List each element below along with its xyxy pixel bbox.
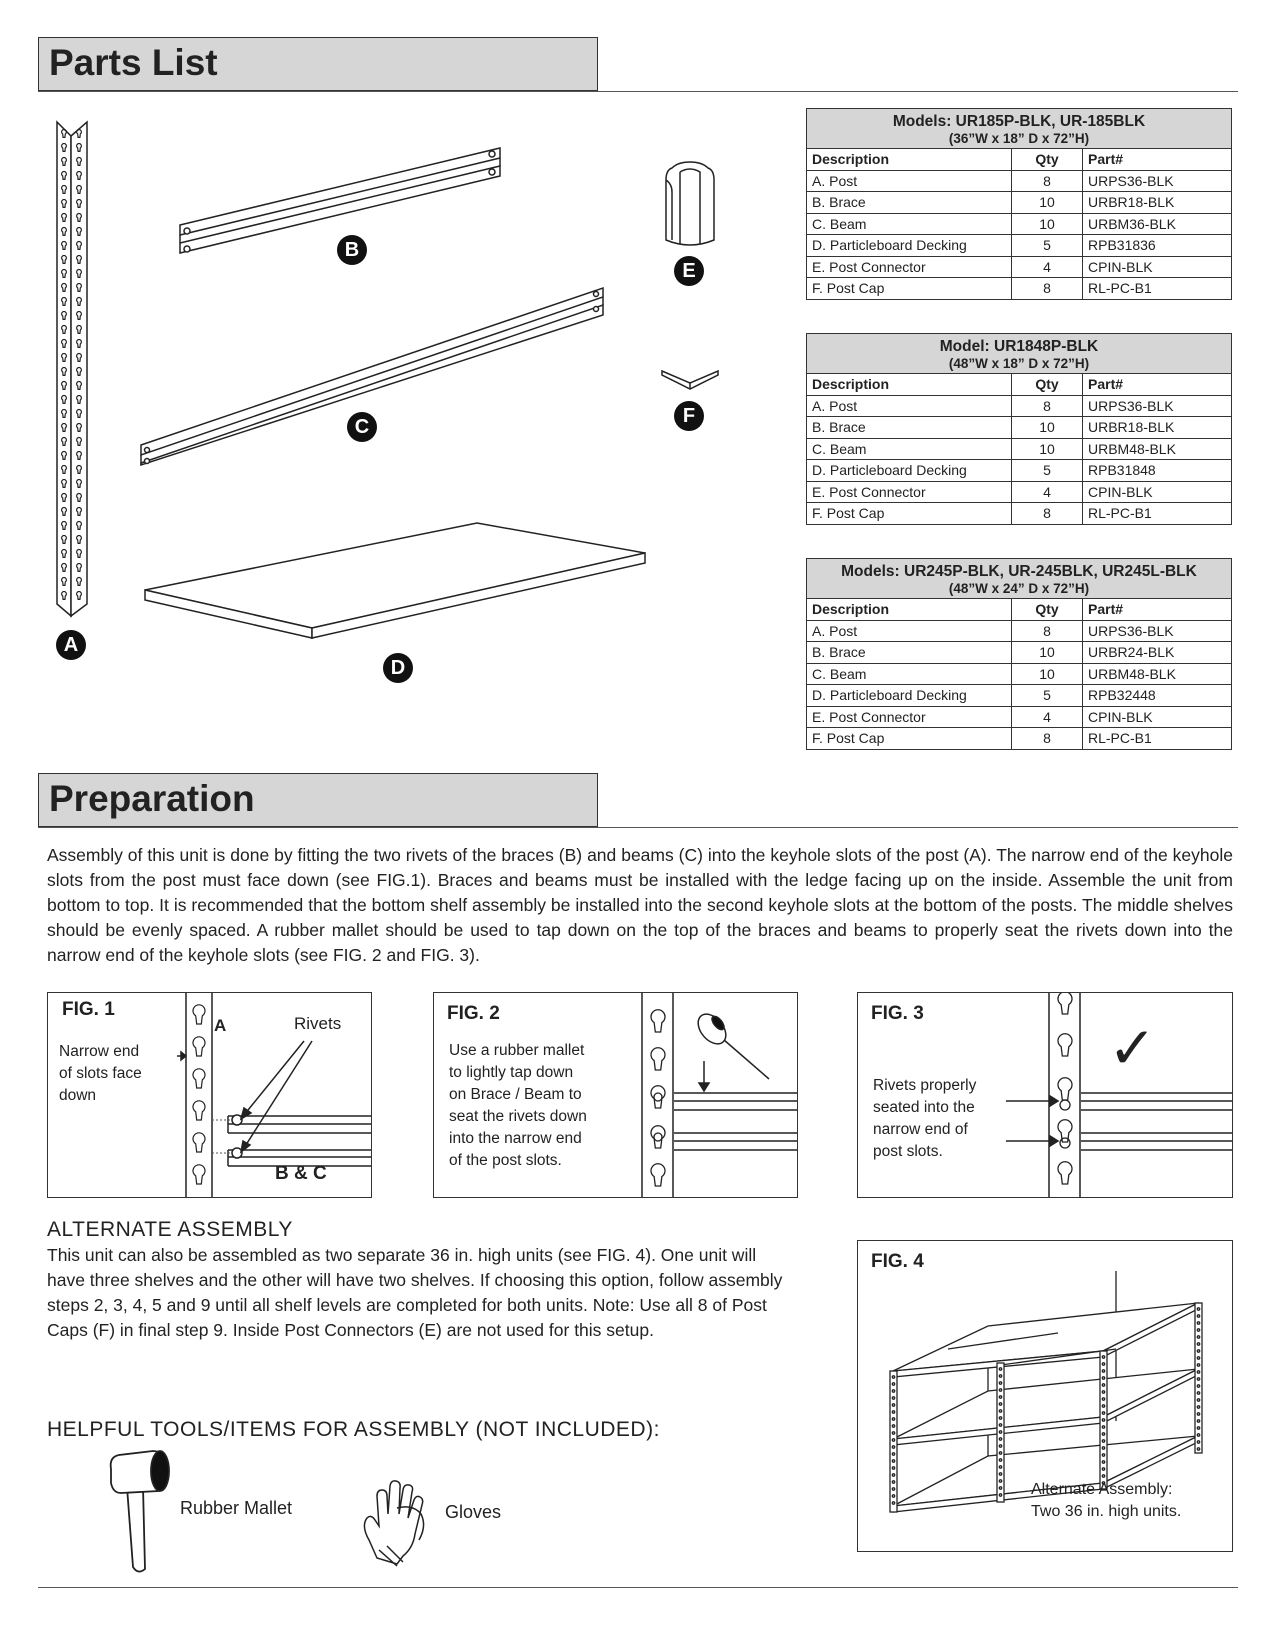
- post-slot: [1102, 1433, 1104, 1435]
- table-row: [807, 170, 1231, 192]
- rivet: [654, 1133, 662, 1141]
- table-dimensions: (48”W x 18” D x 72”H): [948, 356, 1090, 371]
- cell-qty: 10: [1012, 438, 1083, 460]
- fig-4-label: FIG. 4: [871, 1251, 924, 1272]
- post-slot: [1197, 1448, 1199, 1450]
- fig-2-text-line: to lightly tap down: [449, 1064, 574, 1081]
- cell-part: URBR24-BLK: [1083, 642, 1232, 664]
- post-connector-illustration: [660, 160, 720, 250]
- fig-3-drawing: [858, 993, 1233, 1198]
- post-slot: [892, 1474, 894, 1476]
- keyhole-slot: [193, 1101, 205, 1120]
- post-slot: [1197, 1427, 1199, 1429]
- cell-part: RPB31836: [1083, 235, 1232, 257]
- col-part: Part#: [1083, 374, 1232, 395]
- post-slot: [1102, 1405, 1104, 1407]
- fig-3-text-line: narrow end of: [873, 1121, 968, 1138]
- fig-3: [857, 992, 1233, 1198]
- alternate-title: ALTERNATE ASSEMBLY: [47, 1218, 293, 1241]
- post-slot: [892, 1495, 894, 1497]
- cell-part: RL-PC-B1: [1083, 278, 1232, 299]
- col-description: Description: [812, 601, 890, 618]
- post-slot: [999, 1382, 1001, 1384]
- fig-1-text-line: down: [59, 1087, 97, 1104]
- col-part: Part#: [1083, 599, 1232, 620]
- post-slot: [1102, 1412, 1104, 1414]
- cell-description: F. Post Cap: [807, 728, 1012, 749]
- col-description: Description: [812, 376, 890, 393]
- parts-table-2: [806, 333, 1232, 525]
- cell-part: URBR18-BLK: [1083, 417, 1232, 439]
- post-slot: [999, 1368, 1001, 1370]
- cell-part: URBM48-BLK: [1083, 438, 1232, 460]
- keyhole-slot: [651, 1164, 665, 1186]
- parts-table-2-header: [807, 334, 1231, 374]
- cell-description: F. Post Cap: [807, 278, 1012, 299]
- cell-part: URPS36-BLK: [1083, 170, 1232, 192]
- cell-description: E. Post Connector: [807, 706, 1012, 728]
- cell-description: E. Post Connector: [807, 481, 1012, 503]
- post-slot: [892, 1446, 894, 1448]
- fig-1-text-line: Narrow end: [59, 1043, 140, 1060]
- cell-qty: 5: [1012, 235, 1083, 257]
- cell-part: URPS36-BLK: [1083, 620, 1232, 642]
- post-slot: [1102, 1384, 1104, 1386]
- post-slot: [1197, 1308, 1199, 1310]
- post-slot: [999, 1424, 1001, 1426]
- fig-1: [47, 992, 372, 1198]
- table-row: [807, 395, 1231, 417]
- cell-part: CPIN-BLK: [1083, 481, 1232, 503]
- post-slot: [1102, 1377, 1104, 1379]
- part-label-f: F: [674, 401, 704, 431]
- checkmark-icon: ✓: [1108, 1016, 1157, 1081]
- table-row: [807, 213, 1231, 235]
- preparation-body: Assembly of this unit is done by fitting the two rivets of the braces (B) and beams (C) into the keyhole slots of the post (A). The narrow end of the keyhole slots from the post must face down (see FIG.1). Braces and beams must be installed with the ledge facing up on the inside. Assemble the unit from bottom to top. It is recommended that the bottom shelf assembly be installed into the second keyhole slots at the bottom of the posts. The middle shelves should be evenly spaced. A rubber mallet should be used to tap down on the top of the braces and beams to properly seat the rivets down into the narrow end of the keyhole slots (see FIG. 2 and FIG. 3).: [47, 845, 1233, 965]
- cell-qty: 5: [1012, 460, 1083, 482]
- table-row: [807, 417, 1231, 439]
- post-slot: [1102, 1475, 1104, 1477]
- post-slot: [1197, 1420, 1199, 1422]
- tool-label-gloves: Gloves: [445, 1502, 502, 1522]
- post-slot: [892, 1453, 894, 1455]
- table-row: [807, 278, 1231, 299]
- table-row: [807, 235, 1231, 257]
- post-slot: [1102, 1426, 1104, 1428]
- table-row: [807, 192, 1231, 214]
- cell-description: C. Beam: [807, 663, 1012, 685]
- post-slot: [1197, 1322, 1199, 1324]
- fig-2: [433, 992, 798, 1198]
- post-slot: [999, 1389, 1001, 1391]
- post-slot: [1102, 1370, 1104, 1372]
- fig-1-rivets-label: Rivets: [294, 1014, 342, 1033]
- keyhole-slot: [651, 1086, 665, 1108]
- cell-description: F. Post Cap: [807, 503, 1012, 524]
- cell-qty: 10: [1012, 213, 1083, 235]
- rivet: [654, 1093, 662, 1101]
- preparation-rule: [38, 827, 1238, 828]
- parts-table-2-body: [807, 374, 1231, 524]
- post-slot: [1197, 1441, 1199, 1443]
- mallet-drawing: [693, 1009, 769, 1091]
- post-slot: [892, 1502, 894, 1504]
- post-slot: [892, 1383, 894, 1385]
- cell-description: D. Particleboard Decking: [807, 685, 1012, 707]
- post-slot: [1197, 1329, 1199, 1331]
- beam-illustration: [138, 285, 608, 465]
- post-slot: [1197, 1336, 1199, 1338]
- fig-1-label: FIG. 1: [62, 999, 115, 1020]
- post-slot: [1102, 1391, 1104, 1393]
- post-slot: [892, 1397, 894, 1399]
- decking-illustration: [140, 518, 650, 658]
- cell-description: C. Beam: [807, 213, 1012, 235]
- post-cap-illustration: [660, 365, 720, 395]
- tool-label-mallet: Rubber Mallet: [180, 1498, 293, 1518]
- fig-2-drawing: [434, 993, 798, 1198]
- post-slot: [1197, 1413, 1199, 1415]
- keyhole-slot: [193, 1133, 205, 1152]
- cell-qty: 10: [1012, 663, 1083, 685]
- post-slot: [999, 1487, 1001, 1489]
- parts-list-title: Parts List: [49, 42, 218, 83]
- cell-qty: 10: [1012, 642, 1083, 664]
- fig-1-text-line: of slots face: [59, 1065, 142, 1082]
- fig-4-caption-line: Alternate Assembly:: [1031, 1481, 1173, 1498]
- tools-title: HELPFUL TOOLS/ITEMS FOR ASSEMBLY (NOT INCLUDED):: [47, 1418, 660, 1441]
- post-slot: [892, 1467, 894, 1469]
- fig-2-text-line: into the narrow end: [449, 1130, 582, 1147]
- post-slot: [999, 1396, 1001, 1398]
- cell-description: C. Beam: [807, 438, 1012, 460]
- keyhole-slot: [193, 1069, 205, 1088]
- parts-table-3: [806, 558, 1232, 750]
- post-slot: [1197, 1385, 1199, 1387]
- post-slot: [1102, 1468, 1104, 1470]
- post-slot: [1102, 1461, 1104, 1463]
- post-slot: [892, 1488, 894, 1490]
- post-slot: [892, 1460, 894, 1462]
- cell-description: A. Post: [807, 170, 1012, 192]
- col-qty: Qty: [1012, 599, 1083, 620]
- post-slot: [1197, 1378, 1199, 1380]
- table-row: [807, 642, 1231, 664]
- post-slot: [1197, 1343, 1199, 1345]
- cell-part: CPIN-BLK: [1083, 706, 1232, 728]
- fig-2-text-line: on Brace / Beam to: [449, 1086, 582, 1103]
- table-header-row: [807, 374, 1231, 395]
- post-slot: [999, 1438, 1001, 1440]
- post-slot: [999, 1445, 1001, 1447]
- cell-qty: 8: [1012, 278, 1083, 299]
- post-slot: [892, 1411, 894, 1413]
- cell-description: B. Brace: [807, 192, 1012, 214]
- fig-1-bc-label: B & C: [275, 1163, 327, 1184]
- post-slot: [1197, 1434, 1199, 1436]
- post-slot: [999, 1466, 1001, 1468]
- cell-description: D. Particleboard Decking: [807, 460, 1012, 482]
- fig-3-text-line: post slots.: [873, 1143, 943, 1160]
- table-row: [807, 256, 1231, 278]
- parts-table-1-header: [807, 109, 1231, 149]
- post-slot: [1197, 1364, 1199, 1366]
- fig-3-label: FIG. 3: [871, 1003, 924, 1024]
- table-row: [807, 460, 1231, 482]
- fig-3-text-line: Rivets properly: [873, 1077, 977, 1094]
- cell-description: D. Particleboard Decking: [807, 235, 1012, 257]
- table-model: Model: UR1848P-BLK: [939, 338, 1099, 355]
- keyhole-slot: [1058, 1078, 1072, 1100]
- fig-3-text-line: seated into the: [873, 1099, 975, 1116]
- cell-part: URBR18-BLK: [1083, 192, 1232, 214]
- gloves-icon: [357, 1478, 437, 1568]
- table-dimensions: (36”W x 18” D x 72”H): [948, 131, 1090, 146]
- part-label-a: A: [56, 630, 86, 660]
- post-slot: [892, 1376, 894, 1378]
- parts-table-3-body: [807, 599, 1231, 749]
- col-part: Part#: [1083, 149, 1232, 170]
- fig-4-caption: [1031, 1479, 1181, 1523]
- rivet: [1060, 1138, 1070, 1148]
- table-row: [807, 663, 1231, 685]
- cell-qty: 8: [1012, 620, 1083, 642]
- post-slot: [999, 1480, 1001, 1482]
- keyhole-slot: [1058, 1034, 1072, 1056]
- cell-qty: 10: [1012, 417, 1083, 439]
- footer-rule: [38, 1587, 1238, 1588]
- keyhole-slot: [1058, 1162, 1072, 1184]
- alternate-body: This unit can also be assembled as two separate 36 in. high units (see FIG. 4). One unit will have three shelves and the other will have two shelves. If choosing this option, follow assembly steps 2, 3, 4, 5 and 9 until all shelf levels are completed for both units. Note: Use all 8 of Post Caps (F) in final step 9. Inside Post Connectors (E) are not used for this setup.: [47, 1245, 783, 1340]
- post-slot: [1197, 1399, 1199, 1401]
- keyhole-slot: [651, 1048, 665, 1070]
- post-slot: [1197, 1371, 1199, 1373]
- preparation-title: Preparation: [49, 778, 255, 819]
- post-slot: [1102, 1419, 1104, 1421]
- table-row: [807, 438, 1231, 460]
- cell-part: URPS36-BLK: [1083, 395, 1232, 417]
- post-slot: [999, 1431, 1001, 1433]
- cell-part: RL-PC-B1: [1083, 728, 1232, 749]
- post-slot: [999, 1417, 1001, 1419]
- cell-qty: 8: [1012, 395, 1083, 417]
- parts-table-3-header: [807, 559, 1231, 599]
- post-slot: [892, 1425, 894, 1427]
- table-row: [807, 620, 1231, 642]
- post-slot: [1197, 1406, 1199, 1408]
- cell-part: CPIN-BLK: [1083, 256, 1232, 278]
- post-slot: [1102, 1440, 1104, 1442]
- post-slot: [999, 1473, 1001, 1475]
- keyhole-slot: [651, 1010, 665, 1032]
- keyhole-slot: [1058, 992, 1072, 1014]
- cell-qty: 4: [1012, 256, 1083, 278]
- rivet: [1060, 1100, 1070, 1110]
- parts-list-header: [38, 37, 598, 91]
- post-slot: [999, 1452, 1001, 1454]
- post-slot: [1102, 1398, 1104, 1400]
- cell-part: RPB31848: [1083, 460, 1232, 482]
- table-model: Models: UR245P-BLK, UR-245BLK, UR245L-BLK: [841, 563, 1197, 580]
- cell-part: URBM36-BLK: [1083, 213, 1232, 235]
- cell-qty: 4: [1012, 706, 1083, 728]
- fig-4-caption-line: Two 36 in. high units.: [1031, 1503, 1182, 1520]
- post-slot: [892, 1481, 894, 1483]
- cell-description: B. Brace: [807, 417, 1012, 439]
- post-slot: [1197, 1350, 1199, 1352]
- table-row: [807, 728, 1231, 749]
- post-slot: [999, 1410, 1001, 1412]
- fig-4: [857, 1240, 1233, 1552]
- cell-qty: 8: [1012, 728, 1083, 749]
- post-slot: [1102, 1447, 1104, 1449]
- keyhole-slot: [193, 1165, 205, 1184]
- table-row: [807, 481, 1231, 503]
- post-illustration: [55, 118, 95, 618]
- cell-qty: 5: [1012, 685, 1083, 707]
- col-qty: Qty: [1012, 374, 1083, 395]
- cell-qty: 8: [1012, 170, 1083, 192]
- cell-description: E. Post Connector: [807, 256, 1012, 278]
- cell-description: A. Post: [807, 395, 1012, 417]
- post-slot: [999, 1403, 1001, 1405]
- fig-1-post-label: A: [214, 1016, 227, 1035]
- parts-list-rule: [38, 91, 1238, 92]
- keyhole-slot: [193, 1005, 205, 1024]
- post-slot: [1102, 1454, 1104, 1456]
- part-label-b: B: [337, 235, 367, 265]
- post-slot: [1197, 1392, 1199, 1394]
- col-qty: Qty: [1012, 149, 1083, 170]
- cell-qty: 4: [1012, 481, 1083, 503]
- table-header-row: [807, 149, 1231, 170]
- cell-part: RPB32448: [1083, 685, 1232, 707]
- preparation-header: [38, 773, 598, 827]
- cell-description: B. Brace: [807, 642, 1012, 664]
- post-slot: [1197, 1315, 1199, 1317]
- cell-qty: 8: [1012, 503, 1083, 524]
- table-model: Models: UR185P-BLK, UR-185BLK: [892, 113, 1146, 130]
- part-label-d: D: [383, 653, 413, 683]
- table-row: [807, 503, 1231, 524]
- post-slot: [892, 1390, 894, 1392]
- fig-2-label: FIG. 2: [447, 1003, 500, 1024]
- post-slot: [999, 1459, 1001, 1461]
- keyhole-slot: [193, 1037, 205, 1056]
- part-label-c: C: [347, 412, 377, 442]
- post-slot: [1197, 1357, 1199, 1359]
- post-slot: [999, 1494, 1001, 1496]
- table-dimensions: (48”W x 24” D x 72”H): [948, 581, 1090, 596]
- keyhole-slot: [651, 1126, 665, 1148]
- parts-table-1: [806, 108, 1232, 300]
- col-description: Description: [812, 151, 890, 168]
- fig-2-text-line: seat the rivets down: [449, 1108, 587, 1125]
- cell-qty: 10: [1012, 192, 1083, 214]
- post-slot: [892, 1432, 894, 1434]
- rubber-mallet-icon: [105, 1447, 175, 1577]
- post-slot: [1102, 1363, 1104, 1365]
- cell-description: A. Post: [807, 620, 1012, 642]
- post-slot: [999, 1375, 1001, 1377]
- keyhole-slot: [1058, 1120, 1072, 1142]
- post-slot: [892, 1418, 894, 1420]
- post-slot: [892, 1439, 894, 1441]
- post-slot: [1102, 1356, 1104, 1358]
- table-header-row: [807, 599, 1231, 620]
- fig-2-text-line: Use a rubber mallet: [449, 1042, 585, 1059]
- cell-part: URBM48-BLK: [1083, 663, 1232, 685]
- cell-part: RL-PC-B1: [1083, 503, 1232, 524]
- fig-2-text-line: of the post slots.: [449, 1152, 562, 1169]
- part-label-e: E: [674, 256, 704, 286]
- table-row: [807, 685, 1231, 707]
- table-row: [807, 706, 1231, 728]
- parts-table-1-body: [807, 149, 1231, 299]
- post-slot: [892, 1404, 894, 1406]
